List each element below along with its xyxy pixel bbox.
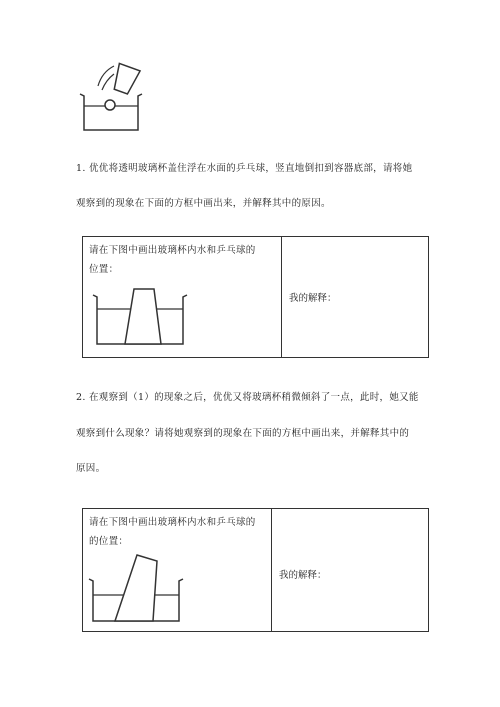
box2-explain-label: 我的解释： bbox=[279, 570, 327, 581]
q2-text-line2: 观察到什么现象？请将她观察到的现象在下面的方框中画出来，并解释其中的 bbox=[76, 428, 410, 439]
q2-text-line1: 2. 在观察到（1）的现象之后，优优又将玻璃杯稍微倾斜了一点，此时，她又能 bbox=[76, 392, 419, 403]
box1-container-drawing bbox=[91, 289, 191, 349]
q2-text-line3: 原因。 bbox=[76, 463, 106, 474]
answer-box-1 bbox=[82, 236, 429, 358]
box2-container-drawing bbox=[87, 553, 187, 623]
answer-box-2 bbox=[82, 508, 429, 632]
box2-prompt-line1: 请在下图中画出玻璃杯内水和乒乓球的 bbox=[89, 517, 256, 528]
box2-prompt-line2: 的位置： bbox=[89, 536, 129, 547]
box1-prompt-line1: 请在下图中画出玻璃杯内水和乒乓球的 bbox=[89, 245, 256, 256]
box1-prompt-line2: 位置： bbox=[89, 264, 119, 275]
box1-explain-label: 我的解释： bbox=[289, 293, 337, 304]
cup-and-ball-illustration bbox=[76, 58, 156, 138]
q1-text-line2: 观察到的现象在下面的方框中画出来，并解释其中的原因。 bbox=[76, 198, 331, 209]
q1-text-line1: 1. 优优将透明玻璃杯盖住浮在水面的乒乓球，竖直地倒扣到容器底部，请将她 bbox=[76, 163, 413, 174]
box-divider bbox=[281, 237, 282, 357]
box-divider bbox=[271, 509, 272, 631]
